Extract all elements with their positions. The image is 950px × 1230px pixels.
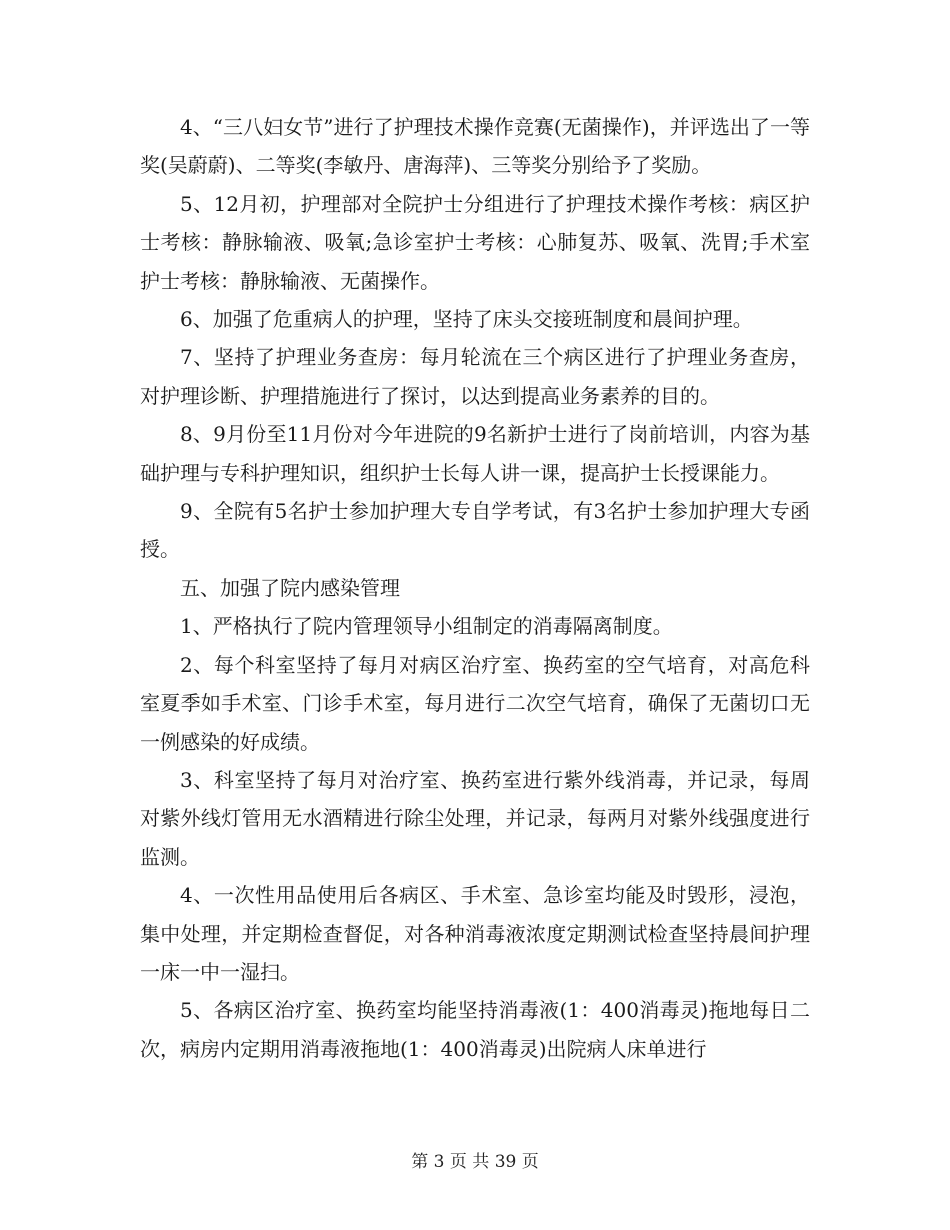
document-body (140, 108, 810, 1068)
section-paragraph-3: 3、科室坚持了每月对治疗室、换药室进行紫外线消毒，并记录，每周对紫外线灯管用无水酒精进行除尘处理，并记录，每两月对紫外线强度进行监测。 (140, 767, 810, 869)
paragraph-item-4: 4、“三八妇女节”进行了护理技术操作竞赛(无菌操作)，并评选出了一等奖(吴蔚蔚)、二等奖(李敏丹、唐海萍)、三等奖分别给予了奖励。 (140, 115, 810, 178)
paragraph-item-5: 5、12月初，护理部对全院护士分组进行了护理技术操作考核：病区护士考核：静脉输液、吸氧;急诊室护士考核：心肺复苏、吸氧、洗胃;手术室护士考核：静脉输液、无菌操作。 (140, 191, 810, 293)
section-paragraph-2: 2、每个科室坚持了每月对病区治疗室、换药室的空气培育，对高危科室夏季如手术室、门诊手术室，每月进行二次空气培育，确保了无菌切口无一例感染的好成绩。 (140, 652, 810, 754)
page-footer: 第 3 页 共 39 页 (411, 1152, 539, 1172)
paragraph-item-6: 6、加强了危重病人的护理，坚持了床头交接班制度和晨间护理。 (180, 307, 753, 332)
section-paragraph-5: 5、各病区治疗室、换药室均能坚持消毒液(1：400消毒灵)拖地每日二次，病房内定期用消毒液拖地(1：400消毒灵)出院病人床单进行 (140, 998, 810, 1061)
paragraph-item-8: 8、9月份至11月份对今年进院的9名新护士进行了岗前培训，内容为基础护理与专科护理知识，组织护士长每人讲一课，提高护士长授课能力。 (140, 422, 810, 485)
paragraph-item-9: 9、全院有5名护士参加护理大专自学考试，有3名护士参加护理大专函授。 (140, 499, 810, 562)
section-paragraph-4: 4、一次性用品使用后各病区、手术室、急诊室均能及时毁形，浸泡，集中处理，并定期检查督促，对各种消毒液浓度定期测试检查坚持晨间护理一床一中一湿扫。 (140, 883, 810, 984)
section-paragraph-1: 1、严格执行了院内管理领导小组制定的消毒隔离制度。 (180, 614, 673, 639)
paragraph-item-7: 7、坚持了护理业务查房：每月轮流在三个病区进行了护理业务查房，对护理诊断、护理措施进行了探讨，以达到提高业务素养的目的。 (140, 345, 810, 408)
section-heading: 五、加强了院内感染管理 (180, 575, 400, 600)
